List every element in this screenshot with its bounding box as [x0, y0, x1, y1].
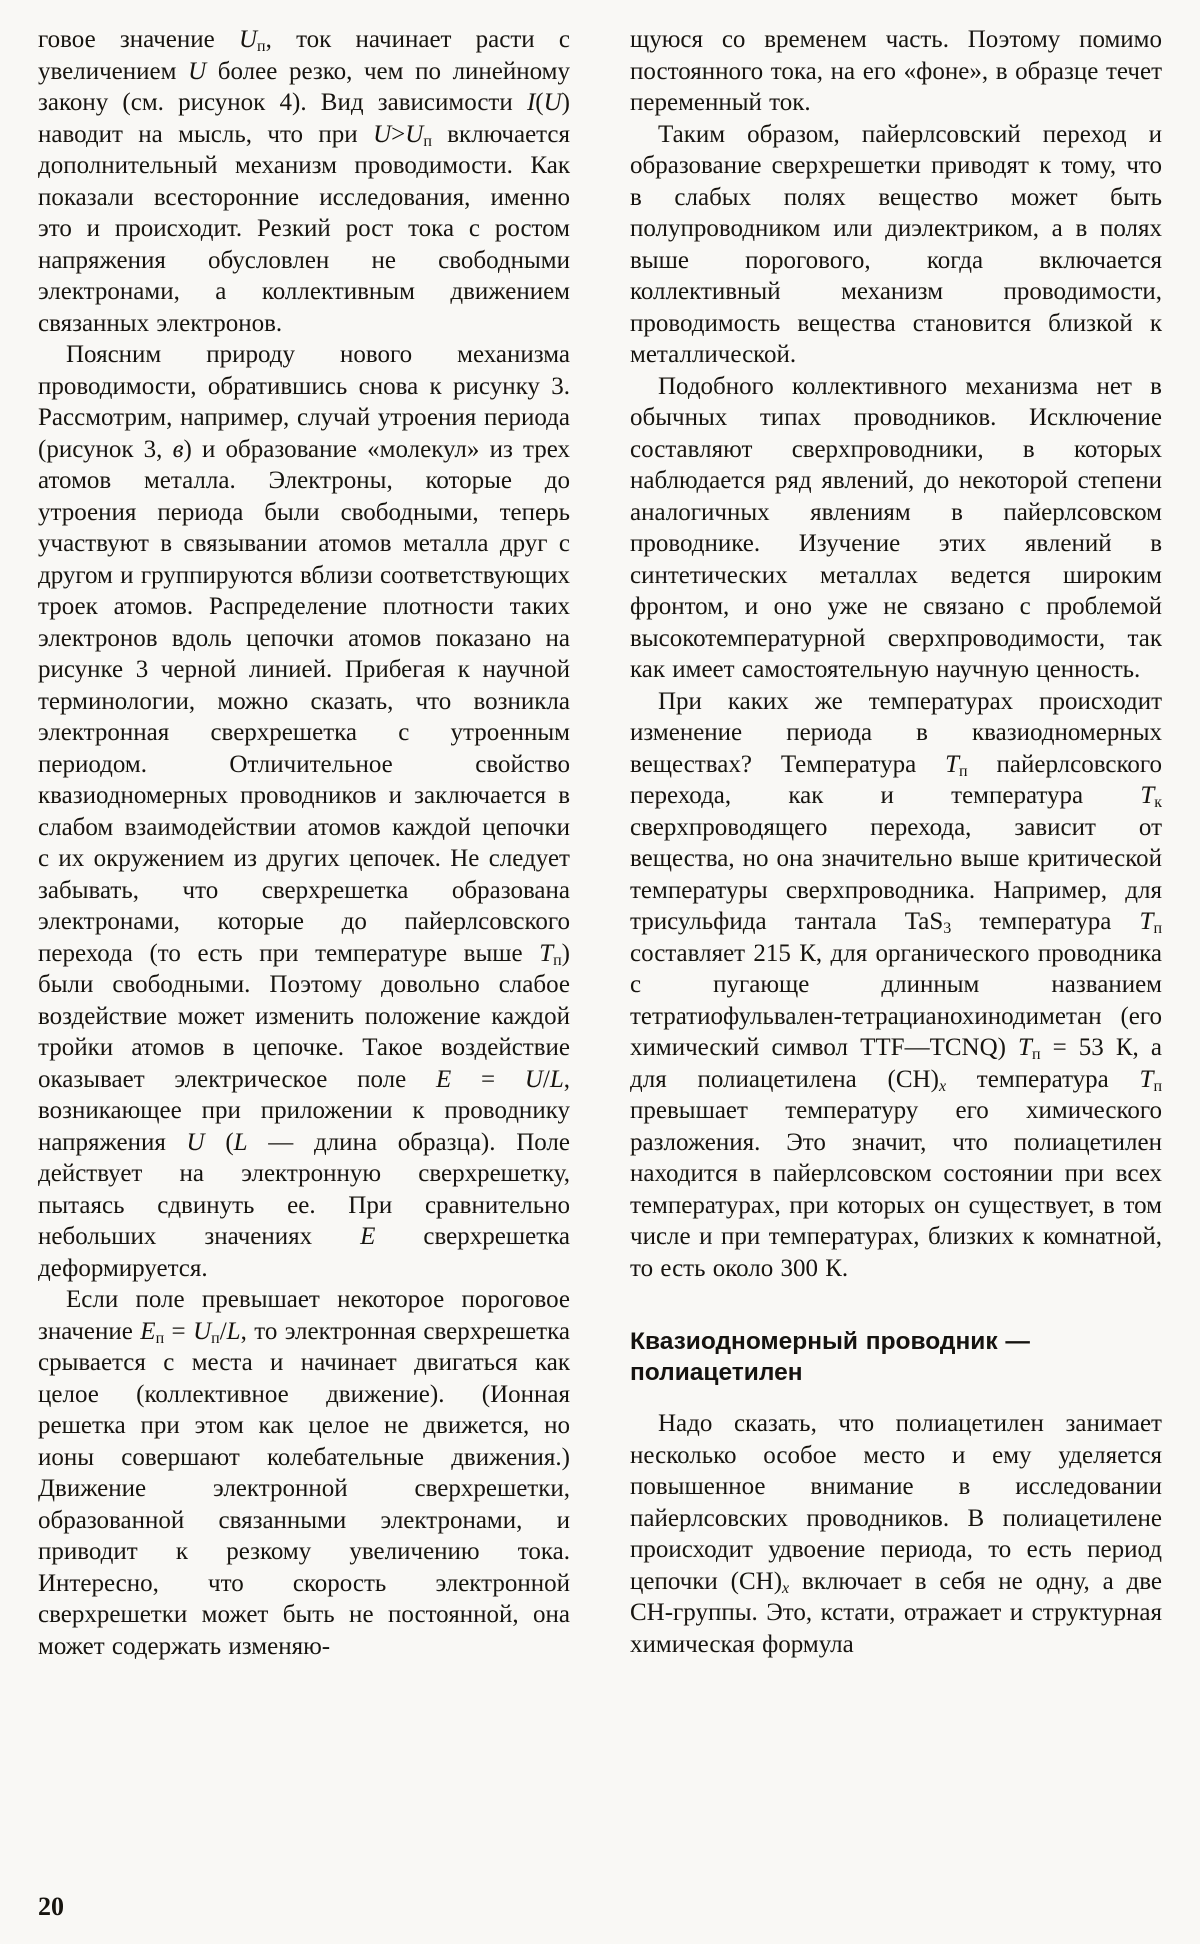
page-number: 20: [38, 1892, 64, 1921]
section-heading: Квазиодномерный проводник — полиацетилен: [630, 1328, 1030, 1386]
paragraph: говое значение $U_п$, ток начинает расти с увеличением U более резко, чем по линейному закону (см. рисунок 4). Вид зависимости I(U) наводит на мысль, что при $U>U_п$ включается дополнительный механизм проводимости. Как показали всесторонние исследования, именно это и происходит. Резкий рост тока с ростом напряжения обусловлен не свободными электронами, а коллективным движением связанных электронов.: [38, 26, 571, 337]
paragraph: Подобного коллективного механизма нет в обычных типах проводников. Исключение составляют сверхпроводники, в которых наблюдается ряд явлений, до некоторой степени аналогичных явлениям в пайерлсовском проводнике. Изучение этих явлений в синтетических металлах ведется широким фронтом, и оно уже не связано с проблемой высокотемпературной сверхпроводимости, так как имеет самостоятельную научную ценность.: [630, 372, 1162, 683]
paragraph: Таким образом, пайерлсовский переход и образование сверхрешетки приводят к тому, что в слабых полях вещество может быть полупроводником или диэлектриком, а в полях выше порогового, когда включается коллективный механизм проводимости, проводимость вещества становится близкой к металлической.: [630, 120, 1162, 368]
paragraph: Если поле превышает некоторое пороговое значение $E_п = U_п/L$, то электронная сверхрешетка срывается с места и начинает двигаться как целое (коллективное движение). (Ионная решетка при этом как целое не движется, но ионы совершают колебательные движения.) Движение электронной сверхрешетки, образованной связанными электронами, и приводит к резкому увеличению тока. Интересно, что скорость электронной сверхрешетки может быть не постоянной, она может содержать изменяю-: [38, 1286, 570, 1660]
two-column-layout: [38, 24, 1162, 1662]
paragraph: Надо сказать, что полиацетилен занимает несколько особое место и ему уделяется повышенное внимание в исследовании пайерлсовских проводников. В полиацетилене происходит удвоение периода, то есть период цепочки $(CH)_x$ включает в себя не одну, а две CH-группы. Это, кстати, отражает и структурная химическая формула: [630, 1410, 1162, 1658]
paragraph: Поясним природу нового механизма проводимости, обратившись снова к рисунку 3. Рассмотрим, например, случай утроения периода (рисунок 3, в) и образование «молекул» из трех атомов металла. Электроны, которые до утроения периода были свободными, теперь участвуют в связывании атомов металла друг с другом и группируются вблизи соответствующих троек атомов. Распределение плотности таких электронов вдоль цепочки атомов показано на рисунке 3 черной линией. Прибегая к научной терминологии, можно сказать, что возникла электронная сверхрешетка с утроенным периодом. Отличительное свойство квазиодномерных проводников и заключается в слабом взаимодействии атомов каждой цепочки с их окружением из других цепочек. Не следует забывать, что сверхрешетка образована электронами, которые до пайерлсовского перехода (то есть при температуре выше $T_п$) были свободными. Поэтому довольно слабое воздействие может изменить положение каждой тройки атомов в цепочке. Такое воздействие оказывает электрическое поле E = U/L, возникающее при приложении к проводнику напряжения U (L — длина образца). Поле действует на электронную сверхрешетку, пытаясь сдвинуть ее. При сравнительно небольших значениях E сверхрешетка деформируется.: [38, 341, 571, 1282]
left-column: [38, 24, 570, 1662]
paragraph: При каких же температурах происходит изменение периода в квазиодномерных веществах? Температура $T_п$ пайерлсовского перехода, как и температура $T_к$ сверхпроводящего перехода, зависит от вещества, но она значительно выше критической температуры сверхпроводника. Например, для трисульфида тантала TaS$_3$ температура $T_п$ составляет 215 К, для органического проводника с пугающе длинным названием тетратиофульвален-тетрацианохинодиметан (его химический символ TTF—TCNQ) $T_п = 53$ К, а для полиацетилена $(CH)_x$ температура $T_п$ превышает температуру его химического разложения. Это значит, что полиацетилен находится в пайерлсовском состоянии при всех температурах, при которых он существует, в том числе и при температурах, близких к комнатной, то есть около 300 К.: [630, 687, 1162, 1282]
paragraph: щуюся со временем часть. Поэтому помимо постоянного тока, на его «фоне», в образце течет переменный ток.: [630, 26, 1162, 116]
right-column: [630, 24, 1162, 1662]
